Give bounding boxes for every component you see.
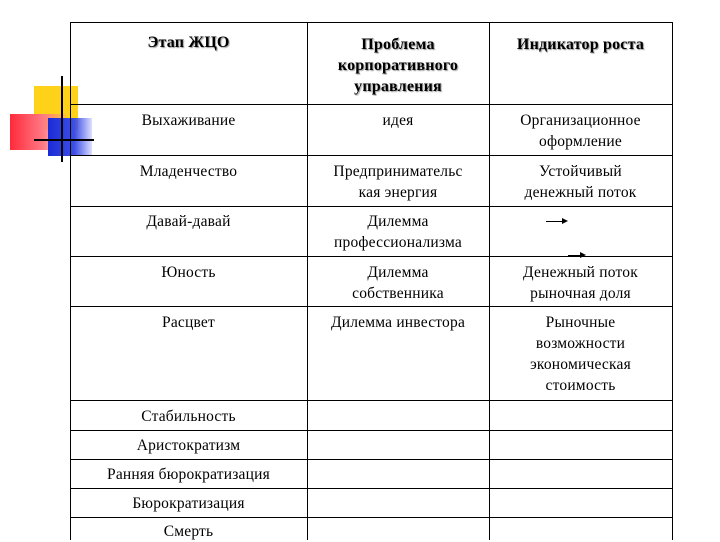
problem-line: Предпринимательс (333, 163, 463, 180)
grid-line (70, 306, 673, 307)
stage-cell: Выхаживание (141, 112, 236, 129)
problem-line: Дилемма (367, 213, 429, 230)
problem-line: собственника (352, 285, 444, 302)
problem-cell (307, 211, 489, 253)
indicator-line: Рыночные (545, 314, 616, 331)
problem-line: идея (382, 112, 414, 129)
stage-cell: Давай-давай (146, 213, 231, 230)
header-problem (307, 34, 489, 97)
indicator-line: Организационное (520, 112, 641, 129)
stage-cell: Бюрократизация (132, 495, 245, 512)
header-stage (70, 32, 307, 53)
indicator-cell (489, 110, 672, 152)
right-arrow-icon (568, 255, 584, 256)
decor-horizontal-line (34, 139, 94, 141)
header-problem-line: корпоративного (337, 57, 459, 74)
grid-line (70, 430, 673, 431)
grid-line (70, 488, 673, 489)
problem-line: профессионализма (334, 234, 462, 251)
indicator-line: возможности (535, 335, 626, 352)
problem-cell (307, 110, 489, 131)
problem-line: Дилемма (367, 264, 429, 281)
indicator-line: рыночная доля (530, 285, 631, 302)
grid-line (672, 22, 673, 540)
stage-cell: Младенчество (139, 163, 238, 180)
indicator-line: экономическая (530, 356, 631, 373)
header-indicator-label: Индикатор роста (516, 36, 645, 53)
problem-cell (307, 161, 489, 203)
indicator-line: оформление (539, 133, 622, 150)
indicator-line: денежный поток (524, 184, 637, 201)
indicator-cell (489, 262, 672, 304)
grid-line (70, 104, 673, 105)
stage-cell: Ранняя бюрократизация (107, 466, 270, 483)
stage-cell: Юность (161, 264, 216, 281)
problem-line: кая энергия (358, 184, 438, 201)
indicator-line: стоимость (545, 377, 616, 394)
grid-line (70, 22, 673, 23)
indicator-cell (489, 161, 672, 203)
stage-cell: Стабильность (141, 408, 236, 425)
header-stage-label: Этап ЖЦО (147, 34, 230, 51)
stage-cell: Аристократизм (136, 437, 241, 454)
indicator-cell (489, 312, 672, 396)
grid-line (70, 155, 673, 156)
grid-line (70, 517, 673, 518)
header-problem-line: Проблема (361, 36, 435, 53)
grid-line (70, 459, 673, 460)
decor-vertical-line (61, 76, 63, 162)
header-indicator (489, 34, 672, 55)
stage-cell: Расцвет (162, 314, 215, 331)
stage-cell: Смерть (163, 523, 214, 540)
indicator-line: Устойчивый (539, 163, 622, 180)
problem-cell (307, 262, 489, 304)
grid-line (70, 206, 673, 207)
indicator-line: Денежный поток (523, 264, 638, 281)
right-arrow-icon (546, 221, 566, 222)
grid-line (70, 400, 673, 401)
problem-line: Дилемма инвестора (330, 314, 466, 331)
header-problem-line: управления (354, 78, 442, 95)
problem-cell (307, 312, 489, 333)
